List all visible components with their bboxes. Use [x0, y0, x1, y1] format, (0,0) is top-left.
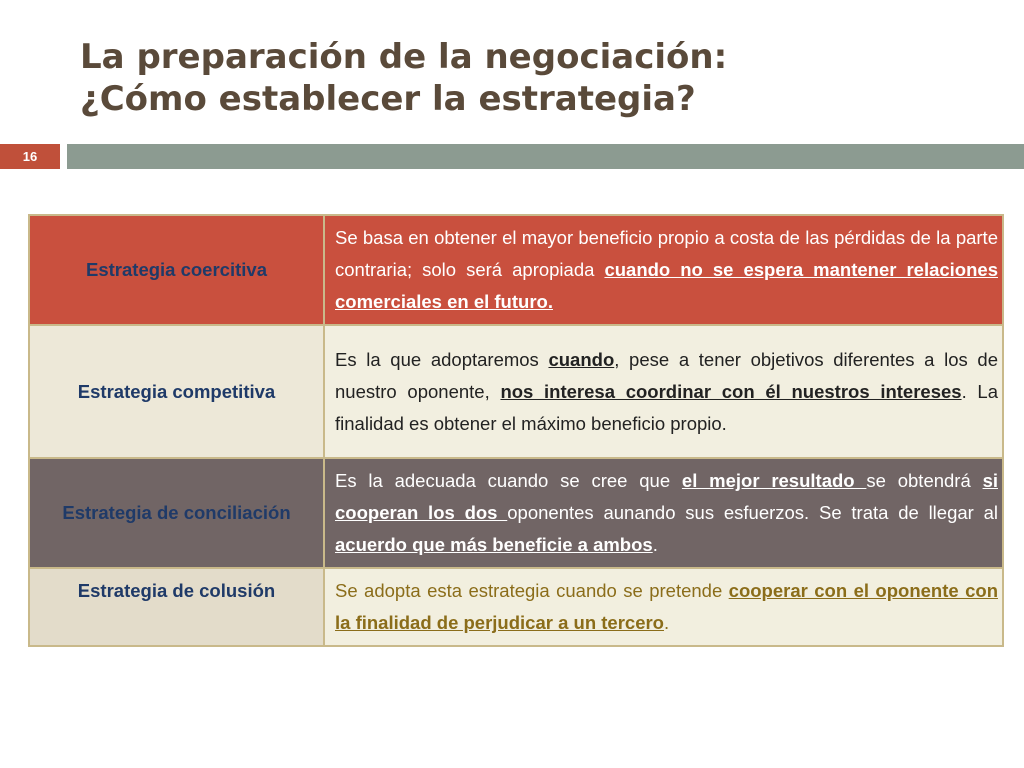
description-text: .: [663, 612, 670, 633]
description-text: Se adopta esta estrategia cuando se pretende: [335, 580, 729, 601]
description-text: . La finalidad es obtener el máximo beneficio propio.: [335, 380, 998, 434]
strategy-name: Estrategia de colusión: [29, 568, 324, 646]
strategy-description: [324, 325, 1003, 458]
description-emphasis: cooperar con el oponente con la finalidad de perjudicar a un tercero: [335, 580, 998, 633]
table-row-conciliacion: [29, 458, 1003, 568]
description-text: Se basa en obtener el mayor beneficio propio a costa de las pérdidas de la parte contraria; solo será apropiada: [335, 227, 998, 280]
strategy-name: Estrategia competitiva: [29, 325, 324, 458]
title-line-1: La preparación de la negociación:: [80, 37, 728, 77]
description-text: oponentes aunando sus esfuerzos. Se trata de llegar al: [507, 502, 999, 523]
strategy-description: [324, 568, 1003, 646]
description-text: se obtendrá: [866, 470, 983, 491]
slide-number: 16: [22, 149, 38, 164]
strategy-name: Estrategia coercitiva: [29, 215, 324, 325]
description-text: Es la que adoptaremos: [335, 348, 549, 370]
table-row-coercitiva: [29, 215, 1003, 325]
description-text: .: [652, 534, 658, 555]
title-line-2: ¿Cómo establecer la estrategia?: [80, 79, 696, 119]
description-emphasis: cuando no se espera mantener relaciones comerciales en el futuro.: [335, 259, 998, 312]
description-emphasis: acuerdo que más beneficie a ambos: [335, 534, 653, 555]
strategy-table: [28, 214, 1004, 647]
strategy-description: [324, 458, 1003, 568]
strategy-description: [324, 215, 1003, 325]
table-row-competitiva: [29, 325, 1003, 458]
description-emphasis: nos interesa coordinar con él nuestros intereses: [500, 380, 962, 402]
description-emphasis: si cooperan los dos: [335, 470, 998, 523]
header-rule-bar: [67, 144, 1024, 169]
description-text: , pese a tener objetivos diferentes a los de nuestro oponente,: [335, 348, 998, 402]
description-text: Es la adecuada cuando se cree que: [335, 470, 682, 491]
description-emphasis: cuando: [548, 348, 615, 370]
slide-title: [80, 36, 980, 120]
description-emphasis: el mejor resultado: [681, 470, 867, 491]
strategy-name: Estrategia de conciliación: [29, 458, 324, 568]
table-row-colusion: [29, 568, 1003, 646]
